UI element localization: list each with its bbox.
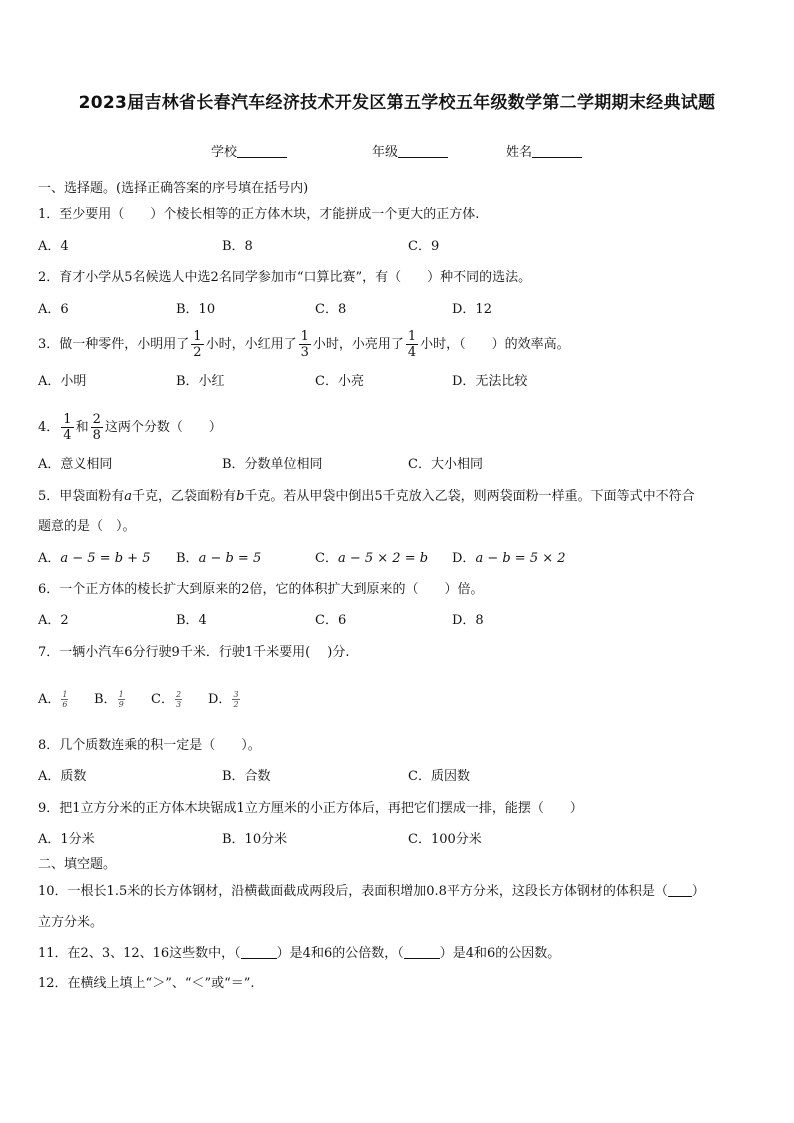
option[interactable]: B．a − b = 5 <box>176 551 262 566</box>
option[interactable]: A．意义相同 <box>38 457 113 472</box>
option[interactable]: D．a − b = 5 × 2 <box>452 551 566 566</box>
option[interactable]: C．大小相同 <box>408 457 483 472</box>
question-5-line-2: 题意的是（ ）。 <box>38 519 136 534</box>
option[interactable]: C．质因数 <box>408 769 470 784</box>
option[interactable]: D．12 <box>452 302 492 317</box>
option[interactable]: C．100分米 <box>408 832 482 847</box>
answer-blank[interactable] <box>668 884 692 897</box>
section-heading-choice: 一、选择题。(选择正确答案的序号填在括号内) <box>38 181 309 196</box>
option[interactable]: B．合数 <box>222 769 271 784</box>
grade-field <box>372 141 448 160</box>
option[interactable]: A．1分米 <box>38 832 95 847</box>
question-1: 1．至少要用（ ）个棱长相等的正方体木块，才能拼成一个更大的正方体. <box>38 207 480 222</box>
answer-blank[interactable] <box>241 946 277 959</box>
question-10-line-2: 立方分米。 <box>38 915 104 930</box>
q3-text: 3．做一种零件，小明用了 <box>38 337 190 352</box>
school-label: 学校 <box>211 145 238 160</box>
option[interactable]: B．小红 <box>176 374 225 389</box>
option[interactable]: C． $\frac{2}{3}$ <box>151 690 182 709</box>
option[interactable]: B．8 <box>222 239 253 254</box>
option[interactable]: D．8 <box>452 613 484 628</box>
school-blank[interactable] <box>237 145 287 158</box>
option[interactable]: A． $\frac{1}{6}$ <box>38 690 68 709</box>
grade-blank[interactable] <box>398 145 448 158</box>
option[interactable]: C．9 <box>408 239 440 254</box>
question-2: 2．育才小学从5名候选人中选2名同学参加市“口算比赛”，有（ ）种不同的选法。 <box>38 270 532 285</box>
option[interactable]: C．a − 5 × 2 = b <box>315 551 429 566</box>
option[interactable]: B．10 <box>176 302 216 317</box>
option[interactable]: A．a − 5 = b + 5 <box>38 551 151 566</box>
option[interactable]: D．无法比较 <box>452 374 528 389</box>
option[interactable]: D． $\frac{3}{2}$ <box>208 690 239 709</box>
option[interactable]: B．10分米 <box>222 832 288 847</box>
section-heading-fill: 二、填空题。 <box>38 857 117 872</box>
option[interactable]: A．2 <box>38 613 69 628</box>
question-7: 7．一辆小汽车6分行驶9千米．行驶1千米要用( )分. <box>38 645 350 660</box>
question-3 <box>38 327 570 363</box>
option[interactable]: C．6 <box>315 613 347 628</box>
answer-blank[interactable] <box>404 946 440 959</box>
q3-text: 小时，小亮用了 <box>312 337 404 352</box>
q4-text: 4． <box>38 420 60 435</box>
school-field <box>211 141 287 160</box>
question-4 <box>38 410 222 446</box>
option[interactable]: B．4 <box>176 613 207 628</box>
question-10-line-1: 10．一根长1.5米的长方体钢材，沿横截面截成两段后，表面积增加0.8平方分米，这段长方体钢材的体积是（ ） <box>38 884 705 899</box>
question-11: 11．在2、3、12、16这些数中，（ ）是4和6的公倍数，（ ）是4和6的公因数。 <box>38 946 561 961</box>
name-blank[interactable] <box>532 145 582 158</box>
q3-text: 小时，小红用了 <box>205 337 297 352</box>
name-field <box>506 141 582 160</box>
question-5-line-1: 5．甲袋面粉有a千克，乙袋面粉有b千克。若从甲袋中倒出5千克放入乙袋，则两袋面粉一样重。下面等式中不符合 <box>38 489 695 504</box>
question-9: 9．把1立方分米的正方体木块锯成1立方厘米的小正方体后，再把它们摆成一排，能摆（ ） <box>38 801 583 816</box>
fraction: $\frac{2}{8}$ <box>92 412 101 443</box>
option[interactable]: A．小明 <box>38 374 87 389</box>
option[interactable]: B． $\frac{1}{9}$ <box>94 690 124 709</box>
fraction: $\frac{1}{3}$ <box>300 329 309 360</box>
question-6: 6．一个正方体的棱长扩大到原来的2倍，它的体积扩大到原来的（ ）倍。 <box>38 582 484 597</box>
page-title: 2023届吉林省长春汽车经济技术开发区第五学校五年级数学第二学期期末经典试题 <box>78 93 716 113</box>
variable-a: a <box>124 489 133 504</box>
name-label: 姓名 <box>506 145 533 160</box>
fraction: $\frac{1}{4}$ <box>63 412 72 443</box>
q4-text: 这两个分数（ ） <box>104 420 222 435</box>
option[interactable]: A．4 <box>38 239 69 254</box>
option[interactable]: A．6 <box>38 302 69 317</box>
option[interactable]: B．分数单位相同 <box>222 457 323 472</box>
q4-text: 和 <box>75 420 89 435</box>
question-8: 8．几个质数连乘的积一定是（ ）。 <box>38 738 261 753</box>
q3-text: 小时，（ ）的效率高。 <box>420 337 570 352</box>
option[interactable]: A．质数 <box>38 769 87 784</box>
fraction: $\frac{1}{2}$ <box>193 329 202 360</box>
option[interactable]: C．8 <box>315 302 347 317</box>
fraction: $\frac{1}{4}$ <box>407 329 417 360</box>
question-12: 12．在横线上填上“＞”、“＜”或“＝”. <box>38 976 255 991</box>
option[interactable]: C．小亮 <box>315 374 364 389</box>
grade-label: 年级 <box>372 145 399 160</box>
variable-b: b <box>236 489 245 504</box>
